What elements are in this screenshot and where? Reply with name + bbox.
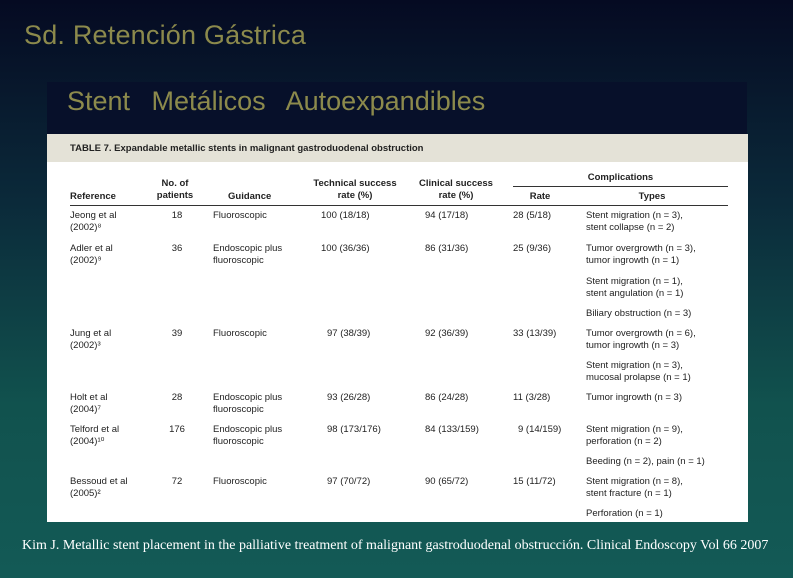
row-6-rate: 15 (11/72) <box>513 476 556 487</box>
row-5-types-1: Stent migration (n = 9), perforation (n = 2) <box>586 424 683 447</box>
row-2-reference: Adler et al (2002)⁹ <box>70 243 113 266</box>
row-2-technical: 100 (36/36) <box>321 243 370 254</box>
header-reference: Reference <box>70 191 116 202</box>
header-guidance: Guidance <box>228 191 272 202</box>
slide-title: Sd. Retención Gástrica <box>24 20 307 50</box>
row-5-rate: 9 (14/159) <box>518 424 562 435</box>
table-caption: TABLE 7. Expandable metallic stents in malignant gastroduodenal obstruction <box>70 143 424 154</box>
row-4-rate: 11 (3/28) <box>513 392 551 403</box>
row-6-types-2: Perforation (n = 1) <box>586 508 663 519</box>
row-6-types-1: Stent migration (n = 8), stent fracture (n = 1) <box>586 476 683 499</box>
row-2-types-1: Tumor overgrowth (n = 3), tumor ingrowth (n = 1) <box>586 243 696 266</box>
row-3-patients: 39 <box>171 328 183 339</box>
row-6-patients: 72 <box>171 476 183 487</box>
row-5-types-2: Beeding (n = 2), pain (n = 1) <box>586 456 705 467</box>
row-1-patients: 18 <box>171 210 183 221</box>
row-3-types-1: Tumor overgrowth (n = 6), tumor ingrowth (n = 3) <box>586 328 696 351</box>
row-5-clinical: 84 (133/159) <box>425 424 479 435</box>
row-5-patients: 176 <box>169 424 185 435</box>
table-panel <box>47 134 748 522</box>
header-rule <box>70 205 728 206</box>
row-6-reference: Bessoud et al (2005)² <box>70 476 128 499</box>
row-5-technical: 98 (173/176) <box>327 424 381 435</box>
row-6-clinical: 90 (65/72) <box>425 476 469 487</box>
row-3-rate: 33 (13/39) <box>513 328 557 339</box>
row-4-types-1: Tumor ingrowth (n = 3) <box>586 392 683 403</box>
row-6-technical: 97 (70/72) <box>327 476 371 487</box>
row-5-reference: Telford et al (2004)¹⁰ <box>70 424 120 447</box>
row-1-technical: 100 (18/18) <box>321 210 370 221</box>
header-rate: Rate <box>529 191 551 202</box>
header-clinical: Clinical success rate (%) <box>419 178 493 201</box>
row-2-patients: 36 <box>171 243 183 254</box>
row-3-reference: Jung et al (2002)³ <box>70 328 112 351</box>
row-1-reference: Jeong et al (2002)⁸ <box>70 210 117 233</box>
row-1-clinical: 94 (17/18) <box>425 210 469 221</box>
row-3-types-2: Stent migration (n = 3), mucosal prolapse (n = 1) <box>586 360 691 383</box>
row-2-types-2: Stent migration (n = 1), stent angulation (n = 1) <box>586 276 684 299</box>
row-3-guidance: Fluoroscopic <box>213 328 267 339</box>
row-4-clinical: 86 (24/28) <box>425 392 469 403</box>
header-complications: Complications <box>587 172 654 183</box>
row-2-clinical: 86 (31/36) <box>425 243 469 254</box>
row-2-types-3: Biliary obstruction (n = 3) <box>586 308 692 319</box>
row-6-guidance: Fluoroscopic <box>213 476 267 487</box>
row-1-types-1: Stent migration (n = 3), stent collapse (n = 2) <box>586 210 683 233</box>
header-patients: No. of patients <box>156 178 194 201</box>
row-1-rate: 28 (5/18) <box>513 210 552 221</box>
header-types: Types <box>638 191 666 202</box>
slide-subtitle: Stent Metálicos Autoexpandibles <box>67 86 486 116</box>
row-1-guidance: Fluoroscopic <box>213 210 267 221</box>
header-technical: Technical success rate (%) <box>313 178 397 201</box>
row-4-patients: 28 <box>171 392 183 403</box>
row-3-clinical: 92 (36/39) <box>425 328 469 339</box>
row-5-guidance: Endoscopic plus fluoroscopic <box>213 424 283 447</box>
complications-rule <box>513 186 728 187</box>
row-4-technical: 93 (26/28) <box>327 392 371 403</box>
row-3-technical: 97 (38/39) <box>327 328 371 339</box>
row-2-guidance: Endoscopic plus fluoroscopic <box>213 243 283 266</box>
citation: Kim J. Metallic stent placement in the palliative treatment of malignant gastroduodenal obstrucción. Clinical Endoscopy Vol 66 2007 <box>22 538 769 553</box>
row-2-rate: 25 (9/36) <box>513 243 552 254</box>
row-4-reference: Holt et al (2004)⁷ <box>70 392 108 415</box>
row-4-guidance: Endoscopic plus fluoroscopic <box>213 392 283 415</box>
